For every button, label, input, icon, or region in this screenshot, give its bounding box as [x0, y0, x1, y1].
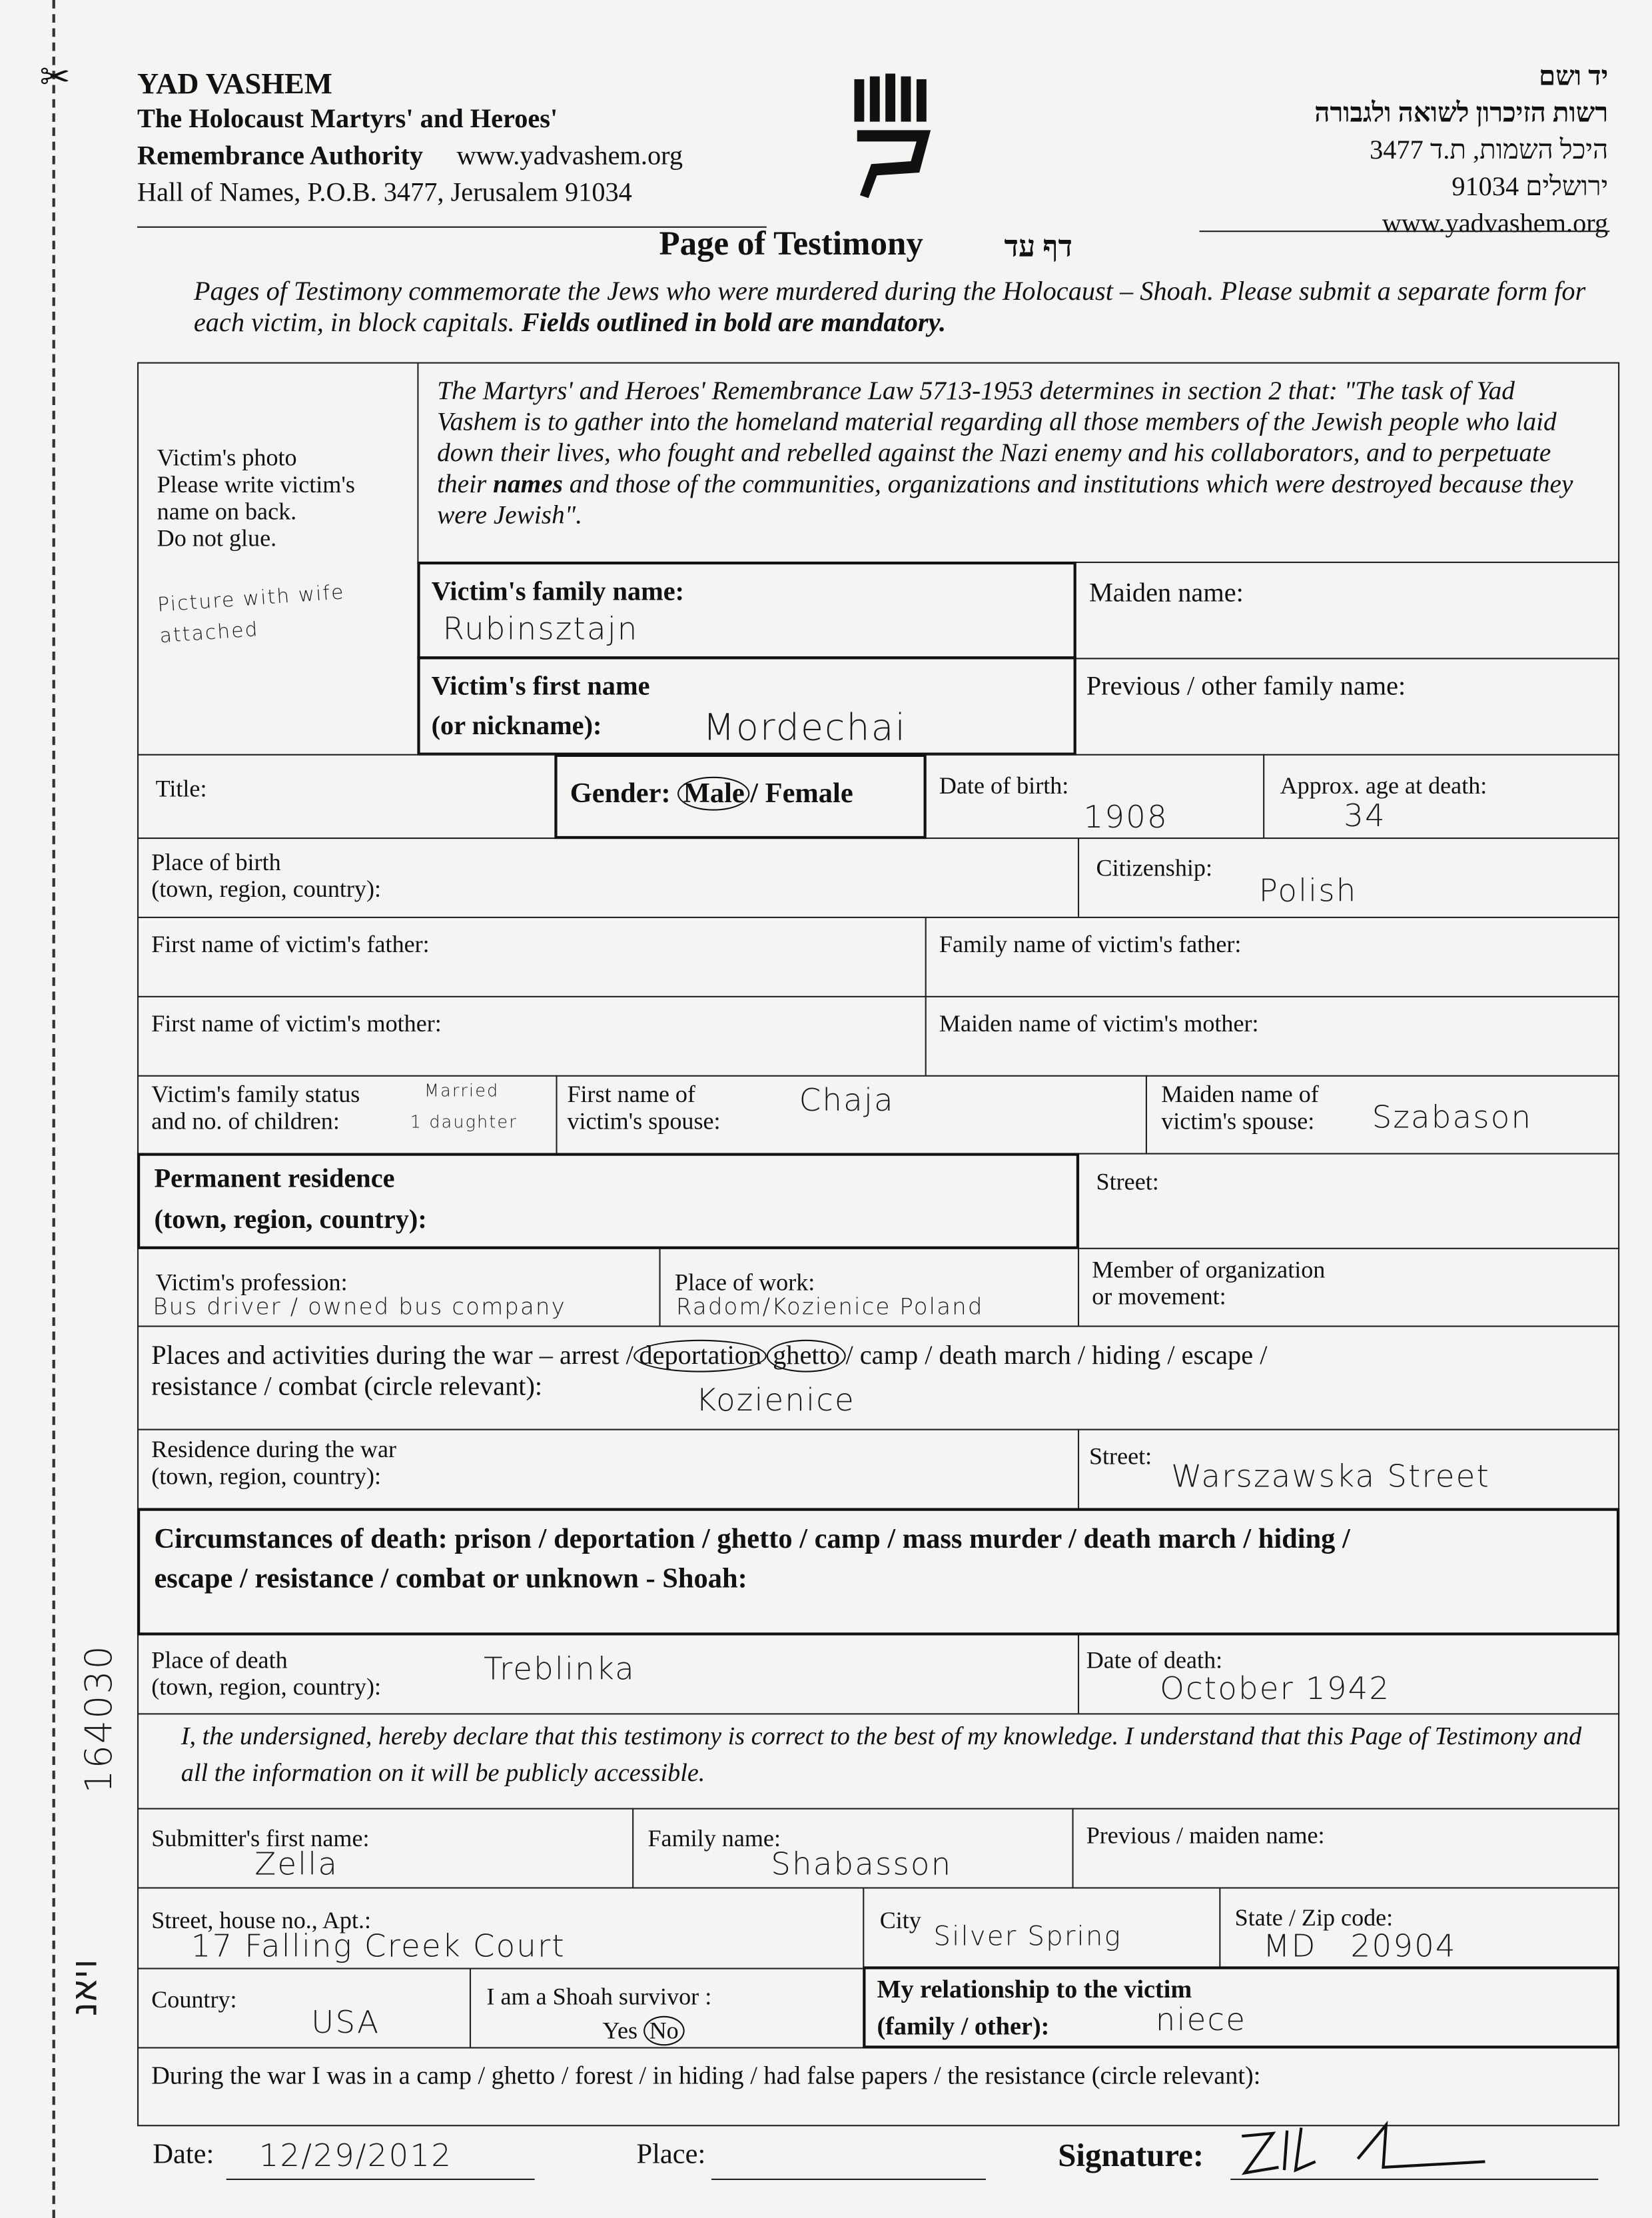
war-residence-label — [151, 1436, 396, 1490]
perforation-line — [53, 0, 55, 2218]
profession-label: Victim's profession: — [155, 1269, 348, 1296]
divider — [417, 362, 418, 564]
divider — [1075, 658, 1619, 659]
divider — [1146, 1075, 1147, 1153]
country-label: Country: — [151, 1986, 237, 2013]
street-label: Street: — [1096, 1168, 1159, 1196]
activity-ghetto-option[interactable]: ghetto — [767, 1340, 846, 1373]
first-name-field[interactable] — [417, 656, 1076, 756]
scissors-icon: ✂ — [39, 56, 71, 98]
divider — [137, 1075, 1619, 1077]
law-text-bold: names — [493, 471, 563, 500]
pob-label — [151, 849, 381, 903]
mother-maiden-label: Maiden name of victim's mother: — [939, 1010, 1259, 1037]
hebrew-line: היכל השמות, ת.ד 3477 — [1370, 135, 1609, 166]
country-value: USA — [311, 2005, 380, 2041]
label: Circumstances of death: prison / deportation / ghetto / camp / mass murder / death march / hiding / — [154, 1523, 1350, 1555]
intro — [194, 277, 1594, 339]
divider — [1219, 1887, 1220, 1967]
label: (town, region, country): — [151, 1673, 382, 1701]
previous-name-label: Previous / other family name: — [1086, 672, 1406, 702]
photo-line: Please write victim's — [157, 471, 355, 498]
label: Place of birth — [151, 848, 281, 876]
survivor-options — [603, 2017, 685, 2044]
mother-first-label: First name of victim's mother: — [151, 1010, 442, 1037]
divider — [1078, 1634, 1079, 1713]
divider — [556, 1075, 557, 1153]
war-street-label: Street: — [1088, 1442, 1152, 1470]
signature-scribble — [1230, 2119, 1499, 2181]
date-line — [226, 2179, 535, 2180]
spouse-maiden-value: Szabason — [1372, 1100, 1533, 1137]
page-title: Page of Testimony — [659, 226, 923, 263]
divider — [470, 1968, 471, 2047]
yad-vashem-logo — [849, 73, 942, 203]
intro-text: Pages of Testimony commemorate the Jews who were murdered during the Holocaust – Shoah. Please submit a separate form for each victim, in block capitals. — [193, 277, 1586, 338]
org-block — [137, 65, 683, 213]
during-war-label: During the war I was in a camp / ghetto / forest / in hiding / had false papers / the resistance (circle relevant): — [151, 2061, 1261, 2090]
divider — [1200, 231, 1610, 232]
intro-bold: Fields outlined in bold are mandatory. — [521, 308, 947, 338]
circumstances-field[interactable] — [137, 1508, 1619, 1635]
divider — [137, 1808, 1619, 1810]
gender-female-option[interactable]: Female — [765, 778, 853, 810]
photo-instructions — [157, 444, 355, 552]
law-text-2: and those of the communities, organizations and institutions which were destroyed because they were Jewish". — [437, 471, 1573, 531]
age-value: 34 — [1344, 799, 1386, 835]
divider — [1263, 754, 1264, 837]
address: Hall of Names, P.O.B. 3477, Jerusalem 91034 — [137, 178, 632, 209]
profession-value: Bus driver / owned bus company — [153, 1293, 566, 1321]
spouse-first-value: Chaja — [799, 1083, 895, 1119]
workplace-label: Place of work: — [674, 1269, 815, 1296]
hebrew-line: רשות הזיכרון לשואה ולגבורה — [1314, 99, 1609, 129]
spouse-first-label — [567, 1081, 720, 1135]
value: niece — [1155, 2003, 1247, 2039]
org-name: YAD VASHEM — [137, 66, 332, 101]
org-line2: The Holocaust Martyrs' and Heroes' — [137, 105, 558, 135]
value: Rubinsztajn — [442, 612, 639, 648]
divider — [1078, 837, 1079, 917]
divider — [137, 1968, 863, 1969]
workplace-value: Radom/Kozienice Poland — [675, 1293, 984, 1321]
photo-note: Picture with wife attached — [157, 581, 346, 648]
margin-code: ויאנ — [65, 1957, 105, 2016]
value: Mordechai — [703, 707, 907, 750]
gender-field[interactable] — [554, 754, 926, 839]
activities-value: Kozienice — [695, 1383, 855, 1419]
maiden-name-label: Maiden name: — [1088, 578, 1244, 609]
war-street-value: Warszawska Street — [1171, 1460, 1490, 1496]
gender-options — [570, 774, 853, 813]
divider — [659, 1248, 660, 1326]
label: Maiden name of — [1161, 1081, 1319, 1108]
survivor-no-option[interactable]: No — [643, 2016, 684, 2046]
label: (town, region, country): — [151, 875, 382, 903]
divider — [1078, 1248, 1079, 1326]
law-text — [437, 376, 1597, 532]
place-line — [711, 2179, 986, 2180]
citizenship-label: Citizenship: — [1096, 854, 1213, 881]
divider — [137, 1713, 1619, 1714]
divider — [1072, 1808, 1073, 1888]
website: www.yadvashem.org — [456, 141, 683, 171]
state-zip-label: State / Zip code: — [1234, 1904, 1394, 1932]
dod-value: October 1942 — [1160, 1672, 1391, 1708]
divider — [1078, 1153, 1619, 1154]
divider — [863, 1887, 864, 1967]
declaration: I, the undersigned, hereby declare that this testimony is correct to the best of my knowledge. I understand that this Page of Testimony and all the information on it will be publicly accessible. — [181, 1722, 1582, 1787]
photo-line: Victim's photo — [157, 444, 297, 472]
dob-value: 1908 — [1083, 800, 1168, 836]
label: (town, region, country): — [154, 1205, 427, 1235]
father-family-label: Family name of victim's father: — [939, 931, 1242, 958]
divider — [137, 917, 1619, 918]
submitter-maiden-label: Previous / maiden name: — [1086, 1822, 1325, 1850]
submitter-first-label: Submitter's first name: — [151, 1825, 370, 1852]
survivor-yes-option[interactable]: Yes — [602, 2017, 638, 2045]
children-value: 1 daughter — [410, 1111, 518, 1132]
label: Permanent residence — [154, 1164, 395, 1195]
divider — [137, 996, 1619, 997]
label: My relationship to the victim — [877, 1975, 1192, 2003]
label: and no. of children: — [151, 1107, 340, 1135]
law-text-1: The Martyrs' and Heroes' Remembrance Law 5713-1953 determines in section 2 that: "The task of Yad Vashem is to gather into the homeland material regarding all those members of the Jewish people who laid down their lives, who fought and rebelled against the Nazi enemy and his collaborators, and to perpetuate their — [437, 377, 1557, 500]
pod-label — [151, 1647, 381, 1701]
member-label — [1092, 1256, 1325, 1310]
label: Victim's first name — [431, 672, 650, 702]
dob-label: Date of birth: — [939, 772, 1069, 800]
family-status-value: Married — [424, 1081, 500, 1101]
city-label: City — [879, 1907, 921, 1934]
org-line3: Remembrance Authority — [137, 141, 424, 171]
submitter-family-value: Shabasson — [771, 1848, 953, 1884]
label: (or nickname): — [431, 712, 602, 742]
date-label: Date: — [153, 2139, 214, 2171]
submitter-first-value: Zella — [254, 1848, 339, 1884]
margin-number: 164030 — [79, 1644, 121, 1794]
dod-label: Date of death: — [1086, 1646, 1223, 1674]
age-label: Approx. age at death: — [1280, 772, 1487, 800]
label: or movement: — [1092, 1283, 1226, 1311]
gender-male-option[interactable]: Male — [677, 777, 750, 811]
place-label: Place: — [636, 2139, 706, 2171]
gender-label: Gender: — [570, 778, 671, 810]
pod-value: Treblinka — [484, 1652, 635, 1688]
submitter-street-value: 17 Falling Creek Court — [191, 1930, 566, 1965]
family-status-label — [151, 1081, 360, 1135]
father-first-label: First name of victim's father: — [151, 931, 430, 958]
divider — [137, 1429, 1619, 1430]
state-zip-value: MD 20904 — [1263, 1930, 1457, 1965]
divider — [1078, 1248, 1619, 1249]
signature-label: Signature: — [1058, 2137, 1204, 2173]
hebrew-line: ירושלים 91034 — [1451, 173, 1609, 203]
label: escape / resistance / combat or unknown - Shoah: — [154, 1563, 747, 1594]
relationship-field[interactable] — [863, 1966, 1619, 2048]
permanent-residence-field[interactable] — [137, 1153, 1079, 1249]
label: First name of — [567, 1081, 695, 1108]
activity-deportation-option[interactable]: deportation — [633, 1340, 767, 1373]
label: resistance / combat (circle relevant): — [151, 1372, 543, 1402]
label: (town, region, country): — [151, 1462, 382, 1490]
divider — [137, 1887, 1619, 1888]
submitter-street-label: Street, house no., Apt.: — [151, 1907, 372, 1934]
label: victim's spouse: — [567, 1107, 721, 1135]
label: Victim's family status — [151, 1081, 360, 1108]
spouse-maiden-label — [1161, 1081, 1319, 1135]
city-value: Silver Spring — [933, 1921, 1122, 1953]
photo-line: Do not glue. — [157, 524, 277, 552]
submitter-family-label: Family name: — [647, 1825, 781, 1852]
family-name-field[interactable] — [417, 562, 1076, 660]
divider — [137, 1326, 1619, 1327]
divider — [1078, 1429, 1079, 1508]
label: Residence during the war — [151, 1436, 397, 1463]
survivor-label: I am a Shoah survivor : — [486, 1983, 712, 2011]
separator: / — [750, 778, 759, 810]
date-value: 12/29/2012 — [258, 2139, 453, 2175]
hebrew-line: יד ושם — [1539, 62, 1609, 93]
label: (family / other): — [877, 2011, 1050, 2040]
title-label: Title: — [155, 775, 207, 802]
label: Place of death — [151, 1646, 288, 1674]
citizenship-value: Polish — [1258, 874, 1358, 910]
hebrew-block — [1188, 59, 1609, 243]
label: Places and activities during the war – arrest / — [151, 1341, 633, 1371]
hebrew-website: www.yadvashem.org — [1382, 209, 1609, 239]
divider — [925, 917, 927, 1075]
label: / camp / death march / hiding / escape / — [845, 1341, 1268, 1371]
label: Victim's family name: — [431, 577, 685, 607]
label: victim's spouse: — [1161, 1107, 1315, 1135]
photo-line: name on back. — [157, 498, 297, 525]
label: Member of organization — [1092, 1256, 1326, 1283]
divider — [632, 1808, 633, 1888]
page-title-hebrew: דף עד — [1004, 229, 1072, 263]
